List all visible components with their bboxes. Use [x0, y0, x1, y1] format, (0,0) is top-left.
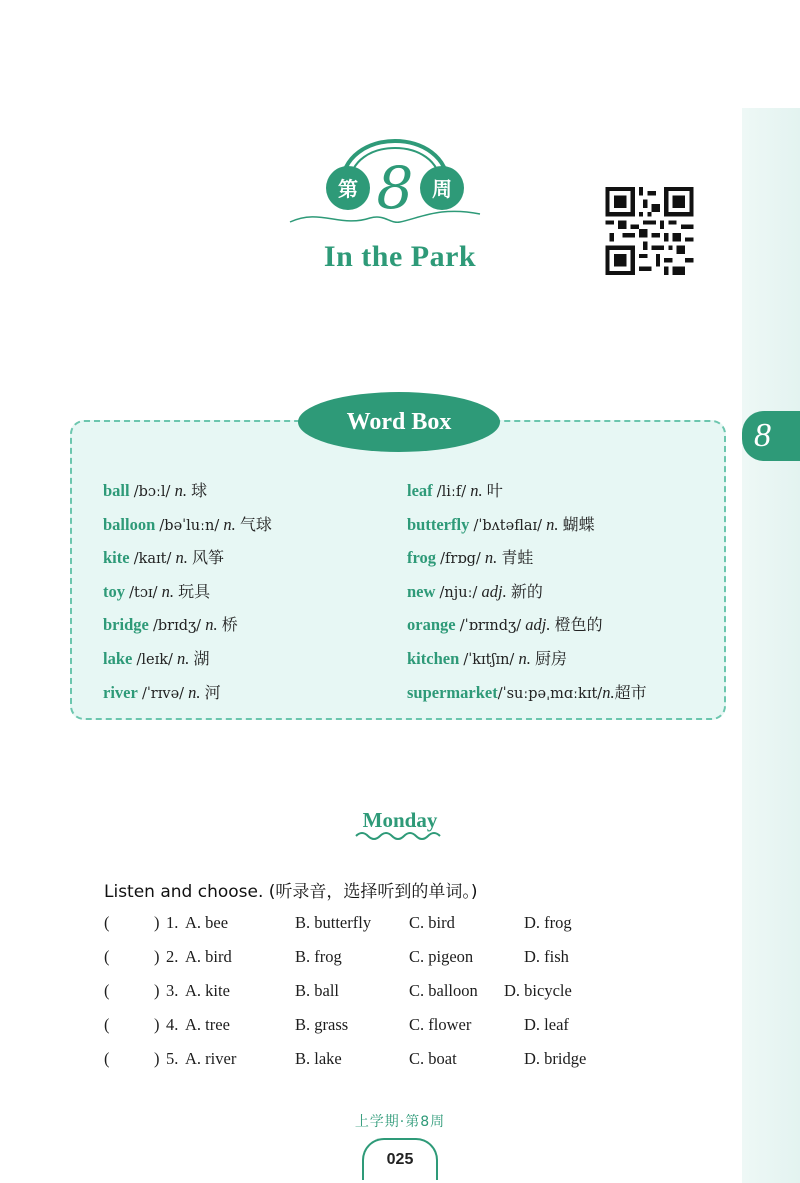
- word-list-right: [407, 478, 647, 713]
- answer-paren-open[interactable]: (: [104, 947, 110, 966]
- option-a: A. tree: [185, 1015, 230, 1034]
- word-term: kite: [103, 548, 130, 568]
- emblem-number: 8: [376, 154, 414, 222]
- page-title: In the Park: [323, 240, 477, 273]
- exercise-instruction: Listen and choose. (听录音，选择听到的单词。): [104, 882, 478, 902]
- word-phonetic: /bəˈluːn/: [159, 517, 220, 534]
- word-phonetic: /tɔɪ/: [129, 584, 158, 601]
- word-term: bridge: [103, 615, 149, 635]
- option-b: B. frog: [295, 947, 342, 966]
- answer-paren-close: ): [154, 981, 160, 1000]
- word-phonetic: /leɪk/: [136, 651, 173, 668]
- word-phonetic: /frɒg/: [440, 551, 481, 568]
- word-meaning: 玩具: [178, 581, 211, 601]
- word-pos: adj.: [481, 581, 507, 601]
- word-item: [103, 478, 272, 512]
- word-term: frog: [407, 548, 437, 568]
- page-number-badge: [362, 1138, 438, 1180]
- question-number: 4.: [166, 1015, 179, 1034]
- question-number: 1.: [166, 913, 179, 932]
- word-pos: n.: [518, 648, 531, 668]
- word-meaning: 叶: [486, 481, 503, 500]
- word-phonetic: /liːf/: [436, 484, 467, 500]
- option-a: A. river: [185, 1049, 237, 1068]
- word-meaning: 桥: [221, 615, 238, 635]
- word-term: balloon: [103, 514, 156, 534]
- word-item: [103, 612, 272, 646]
- word-term: lake: [103, 648, 133, 668]
- word-item: [407, 545, 647, 579]
- wave-underline-icon: [354, 828, 446, 842]
- answer-paren-open[interactable]: (: [104, 1049, 110, 1068]
- word-term: orange: [407, 615, 456, 635]
- word-meaning: 超市: [614, 682, 647, 702]
- word-pos: n.: [177, 648, 190, 668]
- word-meaning: 湖: [193, 648, 210, 668]
- word-pos: n.: [188, 682, 201, 702]
- word-pos: n.: [161, 581, 174, 601]
- option-c: C. boat: [409, 1049, 457, 1068]
- word-pos: n.: [174, 481, 187, 500]
- page-number: 025: [386, 1151, 414, 1168]
- section-day-heading: Monday: [362, 808, 438, 832]
- word-item: [103, 512, 272, 546]
- option-b: B. ball: [295, 981, 339, 1000]
- option-c: C. bird: [409, 913, 455, 932]
- word-meaning: 球: [191, 481, 208, 500]
- word-phonetic: /kaɪt/: [133, 551, 172, 568]
- word-meaning: 风筝: [192, 548, 225, 568]
- option-a: A. bee: [185, 913, 229, 932]
- word-item: [407, 612, 647, 646]
- word-term: ball: [103, 481, 130, 500]
- word-pos: n.: [546, 514, 559, 534]
- word-phonetic: /brɪdʒ/: [152, 618, 202, 635]
- option-d: D. bridge: [524, 1049, 587, 1068]
- word-meaning: 厨房: [534, 648, 567, 668]
- word-term: kitchen: [407, 648, 460, 668]
- word-pos: n.: [205, 615, 218, 635]
- option-a: A. bird: [185, 947, 232, 966]
- option-b: B. lake: [295, 1049, 342, 1068]
- word-pos: adj.: [525, 615, 551, 635]
- option-d: D. frog: [524, 913, 572, 932]
- word-item: [103, 545, 272, 579]
- word-phonetic: /ˈbʌtəflaɪ/: [473, 517, 543, 534]
- emblem-left-char: 第: [338, 177, 358, 201]
- question-number: 3.: [166, 981, 179, 1000]
- word-item: [103, 646, 272, 680]
- word-pos: n.: [223, 514, 236, 534]
- word-meaning: 橙色的: [554, 615, 603, 635]
- answer-paren-close: ): [154, 947, 160, 966]
- headphones-emblem-icon: [280, 96, 510, 246]
- word-item: [103, 579, 272, 613]
- week-side-tab: [742, 411, 800, 461]
- word-pos: n.: [484, 548, 498, 568]
- word-phonetic: /njuː/: [439, 584, 478, 601]
- word-term: river: [103, 682, 138, 702]
- word-phonetic: /bɔːl/: [133, 484, 171, 500]
- option-c: C. flower: [409, 1015, 472, 1034]
- word-pos: n.: [602, 682, 615, 702]
- answer-paren-close: ): [154, 1049, 160, 1068]
- word-term: supermarket: [407, 682, 498, 702]
- answer-paren-close: ): [154, 1015, 160, 1034]
- option-d: D. bicycle: [504, 981, 572, 1000]
- word-item: [407, 579, 647, 613]
- word-meaning: 气球: [239, 514, 272, 534]
- answer-paren-open[interactable]: (: [104, 981, 110, 1000]
- word-term: toy: [103, 581, 125, 601]
- option-d: D. leaf: [524, 1015, 569, 1034]
- word-pos: n.: [175, 548, 188, 568]
- option-b: B. butterfly: [295, 913, 372, 932]
- qr-code-icon[interactable]: [604, 187, 695, 275]
- option-a: A. kite: [185, 981, 230, 1000]
- word-item: [407, 646, 647, 680]
- word-term: new: [407, 581, 436, 601]
- emblem-right-char: 周: [432, 177, 452, 201]
- word-pos: n.: [470, 481, 483, 500]
- word-meaning: 河: [204, 682, 221, 702]
- word-item: [103, 680, 272, 714]
- word-box-heading: Word Box: [298, 392, 500, 452]
- word-item: [407, 512, 647, 546]
- word-phonetic: /ˈsuːpəˌmɑːkɪt/: [497, 685, 603, 702]
- word-meaning: 蝴蝶: [562, 514, 595, 534]
- word-term: leaf: [407, 481, 433, 500]
- question-number: 2.: [166, 947, 179, 966]
- word-meaning: 青蛙: [501, 548, 534, 568]
- option-d: D. fish: [524, 947, 569, 966]
- word-list-left: [103, 478, 272, 713]
- word-item: [407, 478, 647, 512]
- word-phonetic: /ˈɒrɪndʒ/: [459, 618, 522, 635]
- word-phonetic: /ˈrɪvə/: [141, 685, 185, 702]
- footer-week-label: 上学期·第8周: [354, 1114, 446, 1130]
- word-item: [407, 680, 647, 714]
- word-meaning: 新的: [510, 581, 543, 601]
- option-b: B. grass: [295, 1015, 349, 1034]
- word-term: butterfly: [407, 514, 470, 534]
- answer-paren-open[interactable]: (: [104, 1015, 110, 1034]
- answer-paren-close: ): [154, 913, 160, 932]
- question-number: 5.: [166, 1049, 179, 1068]
- option-c: C. balloon: [409, 981, 478, 1000]
- week-side-tab-label: 8: [754, 417, 771, 454]
- word-phonetic: /ˈkɪtʃɪn/: [463, 651, 515, 668]
- option-c: C. pigeon: [409, 947, 474, 966]
- answer-paren-open[interactable]: (: [104, 913, 110, 932]
